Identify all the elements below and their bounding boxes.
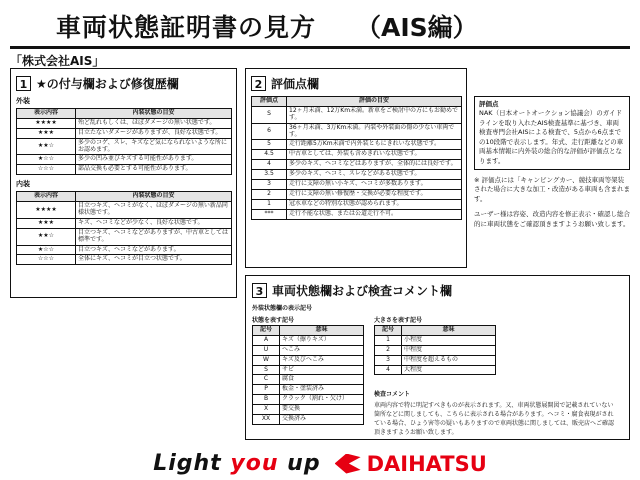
evaluation-note-text: NAK（日本オートオークション協議会）のガイドラインを取り入れたAIS検査基準に基づき、車両検査専門会社AISによる検査で、5点から6点までの10段階で表示します。年式、走行距離などの車両基本情報に内外装の総合的な評価が評価点となります。 [479,109,624,165]
symbol-cell: U [253,345,280,355]
symbol-cell: 1 [375,335,402,345]
meaning-cell: 大程度 [402,365,496,375]
symbol-cell: XX [253,415,280,425]
page-title: 車両状態証明書の見方 [56,13,317,42]
table-header-row [375,326,496,336]
symbol-tables [252,315,623,437]
logo-up-text: up [287,451,321,476]
section-3 [245,275,630,440]
score-cell: 5 [252,140,287,150]
table-row [252,180,462,190]
table-row [253,355,364,365]
page-title-suffix: （AIS編） [356,13,478,42]
evaluation-note-1: ※ 評価点には「キャンピングカー、競技車両等架装された場合に大きな加工・改造がある車両も含まれます。 [474,175,630,203]
symbol-cell: X [253,405,280,415]
evaluation-notes [474,96,630,229]
table-row [252,199,462,209]
interior-label: 内装 [16,180,30,189]
section-1-title: ★の付与欄および修復歴欄 [36,77,179,91]
comment-title: 検査コメント [374,391,411,399]
desc-cell: 目立つキズ、ヘコミなどがあります。 [76,245,232,255]
exterior-table [16,108,232,175]
stars-cell: ★★☆ [17,138,76,155]
stars-cell: ★☆☆ [17,245,76,255]
score-cell: S [252,106,287,123]
score-cell: 2 [252,189,287,199]
table-row [253,365,364,375]
page-footer [0,447,640,480]
section-3-subtitle: 外装状態欄の表示記号 [252,305,313,312]
desc-cell: 殆ど乱れもしくは、ほぼダメージの無い状態です。 [76,118,232,128]
meaning-cell: 中程度 [402,345,496,355]
section-2-heading [251,73,461,92]
symbol-state-block [252,315,364,437]
logo-u: u [261,451,279,476]
table-row [17,228,232,245]
table-row [375,365,496,375]
symbol-cell: P [253,385,280,395]
score-cell: *** [252,209,287,219]
desc-cell: 36ヶ月未満、3万Km未満。内装や外装面の傷の少ない車両です。 [287,123,462,140]
table-row [253,405,364,415]
evaluation-note-box [474,96,630,170]
symbol-cell: 2 [375,345,402,355]
desc-cell: 多少の凹み並びキズする可能性があります。 [76,155,232,165]
page-header [10,6,630,49]
stars-cell: ★☆☆ [17,155,76,165]
score-cell: 3.5 [252,170,287,180]
stars-cell: ☆☆☆ [17,165,76,175]
desc-cell: 目立つキズ、ヘコミがなく、ほぼダメージの無い新品同様状態です。 [76,202,232,219]
meaning-cell: 要交換 [280,405,364,415]
table-row [252,209,462,219]
col-meaning: 意味 [280,326,364,336]
table-row [17,245,232,255]
table-row [17,138,232,155]
col-desc: 内装状態の目安 [76,192,232,202]
section-2-number: 2 [251,76,266,91]
section-1-heading [16,73,231,92]
logo-y: y [230,451,246,476]
table-row [17,218,232,228]
table-row [17,128,232,138]
symbol-cell: A [253,335,280,345]
table-row [252,150,462,160]
meaning-cell: キズ及びへこみ [280,355,364,365]
table-row [253,385,364,395]
desc-cell: 走行に支障の無い修復歴・交換が必要な程度です。 [287,189,462,199]
section-3-title: 車両状態欄および検査コメント欄 [272,284,453,298]
table-row [252,140,462,150]
desc-cell: 冠水車などの特別な状態が認められます。 [287,199,462,209]
symbol-cell: S [253,365,280,375]
company-name: 「株式会社AIS」 [10,54,105,68]
symbol-size-table [374,325,496,375]
evaluation-note-2: ユーザー様は容姿、改造内容を修正表示・確認し総合的に車両状態をご確認頂きますようお願い致します。 [474,210,630,228]
table-row [253,415,364,425]
table-header-row [252,97,462,107]
score-cell: 3 [252,180,287,190]
table-row [375,345,496,355]
meaning-cell: 中程度を超えるもの [402,355,496,365]
logo-o: o [245,451,262,476]
table-row [253,335,364,345]
symbol-state-label: 状態を表す記号 [252,317,295,324]
stars-cell: ★★★ [17,218,76,228]
symbol-size-label: 大きさを表す記号 [374,317,423,324]
meaning-cell: 小程度 [402,335,496,345]
score-cell: 1 [252,199,287,209]
col-desc: 評価の目安 [287,97,462,107]
desc-cell: 目立たないダメージがありますが、良好な状態です。 [76,128,232,138]
desc-cell: 走行不能な状態、または公道走行不可。 [287,209,462,219]
logo-light-text: Light [153,451,222,476]
table-row [252,106,462,123]
meaning-cell: 腐食 [280,375,364,385]
meaning-cell: 交換済み [280,415,364,425]
col-symbol: 記号 [253,326,280,336]
table-row [252,189,462,199]
score-cell: 6 [252,123,287,140]
table-row [17,202,232,219]
section-2 [245,68,467,268]
exterior-label: 外装 [16,97,30,105]
table-row [375,335,496,345]
table-row [17,155,232,165]
section-3-number: 3 [252,283,267,298]
stars-cell: ★★★★ [17,202,76,219]
interior-table [16,191,232,265]
section-2-title: 評価点欄 [271,77,320,91]
meaning-cell: サビ [280,365,364,375]
table-row [17,165,232,175]
score-table [251,96,462,220]
daihatsu-mark-icon [335,454,361,474]
symbol-cell: 4 [375,365,402,375]
score-cell: 4.5 [252,150,287,160]
daihatsu-logo [335,452,487,476]
meaning-cell: 板金・塗装済み [280,385,364,395]
section-1-number: 1 [16,76,31,91]
symbol-cell: C [253,375,280,385]
table-row [17,118,232,128]
table-row [252,170,462,180]
desc-cell: 全体にキズ、ヘコミが目立つ状態です。 [76,255,232,265]
desc-cell: 12ヶ月未満、12万Km未満。新車をご検討中の方にもお勧めです。 [287,106,462,123]
comment-block [374,389,614,437]
col-meaning: 意味 [402,326,496,336]
section-3-heading [252,280,623,299]
table-row [17,255,232,265]
table-row [375,355,496,365]
section-1 [10,68,237,298]
col-score: 評価点 [252,97,287,107]
symbol-cell: W [253,355,280,365]
light-you-up-logo [153,451,320,476]
evaluation-note-title: 評価点 [479,100,499,108]
table-header-row [253,326,364,336]
stars-cell: ★★★★ [17,118,76,128]
symbol-cell: 3 [375,355,402,365]
comment-text: 車両内容で特に明記すべきものが表示されます。又、車両状態展開図で記載されていない箇所などに関しましても、こちらに表示される場合があります。ヘコミ・腐食表現がされている場合、ひょう害等の疑いもありますので車両状態に関しましては、販売店へご確認頂きますようお願い致します。 [374,402,615,436]
meaning-cell: クラック（割れ・欠け） [280,395,364,405]
desc-cell: 部品交換も必要とする可能性があります。 [76,165,232,175]
symbol-state-table [252,325,364,425]
table-header-row [17,192,232,202]
table-row [252,123,462,140]
score-cell: 4 [252,160,287,170]
meaning-cell: キズ（擦りキズ） [280,335,364,345]
table-row [252,160,462,170]
table-row [253,345,364,355]
desc-cell: 走行に支障の無い小キズ、ヘコミが多数あります。 [287,180,462,190]
desc-cell: キズ、ヘコミなどが少なく、良好な状態です。 [76,218,232,228]
col-symbol: 記号 [375,326,402,336]
daihatsu-brand-text: DAIHATSU [366,451,487,476]
col-desc: 内装状態の目安 [76,109,232,119]
desc-cell: 走行距離5万Km未満で内外装ともにきれいな状態です。 [287,140,462,150]
desc-cell: 目立つキズ、ヘコミなどがありますが、中古車としては標準です。 [76,228,232,245]
meaning-cell: へこみ [280,345,364,355]
table-row [253,375,364,385]
col-display: 表示内容 [17,109,76,119]
stars-cell: ★★☆ [17,228,76,245]
desc-cell: 多少のコゲ、スレ、キズなど気になられないような所にお認めます。 [76,138,232,155]
desc-cell: 多少のキズ、ヘコミなどはありますが、全体的には良好です。 [287,160,462,170]
symbol-cell: B [253,395,280,405]
desc-cell: 中古車としては、外装も含めきれいな状態です。 [287,150,462,160]
table-row [253,395,364,405]
stars-cell: ★★★ [17,128,76,138]
stars-cell: ☆☆☆ [17,255,76,265]
symbol-size-block [374,315,614,437]
col-display: 表示内容 [17,192,76,202]
desc-cell: 多少のキズ、ヘコミ、スレなどがある状態です。 [287,170,462,180]
table-header-row [17,109,232,119]
